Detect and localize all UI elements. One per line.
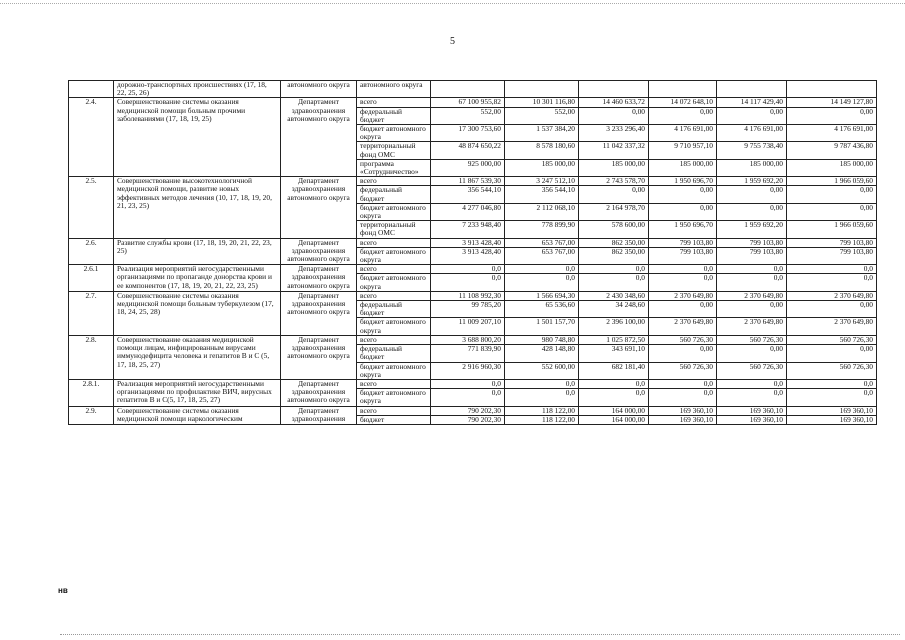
amount-cell: 118 122,00 (505, 415, 579, 424)
funding-source-cell: бюджет автономного округа (357, 125, 431, 142)
amount-cell: 1 501 157,70 (505, 318, 579, 335)
amount-cell: 0,00 (717, 107, 787, 124)
amount-cell: 0,00 (787, 345, 877, 362)
amount-cell: 0,00 (787, 203, 877, 220)
department-cell: Департамент здравоохранения автономного округа (281, 379, 357, 406)
funding-source-cell: всего (357, 98, 431, 107)
amount-cell: 560 726,30 (787, 362, 877, 379)
amount-cell: 0,00 (717, 186, 787, 203)
amount-cell: 1 950 696,70 (649, 221, 717, 238)
amount-cell: 2 370 649,80 (787, 318, 877, 335)
department-cell: Департамент здравоохранения автономного округа (281, 238, 357, 265)
amount-cell: 560 726,30 (787, 335, 877, 344)
amount-cell: 0,0 (787, 379, 877, 388)
table-row (69, 379, 877, 388)
amount-cell: 925 000,00 (431, 159, 505, 176)
amount-cell: 356 544,10 (505, 186, 579, 203)
department-cell: Департамент здравоохранения автономного округа (281, 265, 357, 292)
amount-cell: 3 688 800,20 (431, 335, 505, 344)
measure-number-cell (69, 81, 114, 98)
amount-cell: 0,0 (787, 274, 877, 291)
amount-cell: 980 748,80 (505, 335, 579, 344)
amount-cell: 65 536,60 (505, 301, 579, 318)
amount-cell: 0,00 (787, 107, 877, 124)
amount-cell: 2 164 978,70 (579, 203, 649, 220)
amount-cell: 2 370 649,80 (717, 291, 787, 300)
funding-source-cell: автономного округа (357, 81, 431, 98)
amount-cell: 1 537 384,20 (505, 125, 579, 142)
amount-cell: 0,0 (649, 274, 717, 291)
amount-cell: 0,00 (579, 107, 649, 124)
measure-name-cell: Реализация мероприятий негосударственными организациями по пропаганде донорства крови и ее компонентов (17, 18, 19, 20, 21, 22, 23, 25) (114, 265, 281, 292)
amount-cell: 799 103,80 (787, 238, 877, 247)
amount-cell: 0,0 (787, 389, 877, 406)
amount-cell (579, 81, 649, 98)
measure-name-cell: Реализация мероприятий негосударственными организациями по профилактике ВИЧ, вирусных гепатитов В и С(5, 17, 18, 25, 27) (114, 379, 281, 406)
funding-source-cell: всего (357, 177, 431, 186)
amount-cell: 1 959 692,20 (717, 221, 787, 238)
funding-source-cell: федеральный бюджет (357, 186, 431, 203)
amount-cell: 2 112 068,10 (505, 203, 579, 220)
amount-cell: 560 726,30 (649, 362, 717, 379)
amount-cell: 1 566 694,30 (505, 291, 579, 300)
amount-cell: 169 360,10 (649, 406, 717, 415)
department-cell: Департамент здравоохранения автономного округа (281, 177, 357, 238)
amount-cell: 0,0 (431, 265, 505, 274)
amount-cell: 9 710 957,10 (649, 142, 717, 159)
funding-source-cell: бюджет автономного округа (357, 247, 431, 264)
funding-source-cell: всего (357, 238, 431, 247)
amount-cell: 0,0 (505, 274, 579, 291)
amount-cell: 10 301 116,80 (505, 98, 579, 107)
funding-source-cell: бюджет автономного округа (357, 362, 431, 379)
amount-cell: 778 899,90 (505, 221, 579, 238)
amount-cell: 48 874 650,22 (431, 142, 505, 159)
amount-cell: 799 103,80 (649, 238, 717, 247)
scan-edge-top (0, 3, 905, 4)
amount-cell: 169 360,10 (787, 415, 877, 424)
funding-source-cell: всего (357, 379, 431, 388)
amount-cell: 0,00 (649, 301, 717, 318)
amount-cell: 560 726,30 (717, 362, 787, 379)
amount-cell: 790 202,30 (431, 415, 505, 424)
funding-source-cell: всего (357, 406, 431, 415)
amount-cell: 2 743 578,70 (579, 177, 649, 186)
amount-cell: 3 247 512,10 (505, 177, 579, 186)
department-cell: Департамент здравоохранения автономного округа (281, 335, 357, 379)
amount-cell: 0,0 (649, 265, 717, 274)
table-row (69, 265, 877, 274)
measure-name-cell: Совершенствование системы оказания медицинской помощи наркологическим (114, 406, 281, 424)
measure-number-cell: 2.5. (69, 177, 114, 238)
amount-cell: 0,00 (579, 186, 649, 203)
amount-cell: 560 726,30 (649, 335, 717, 344)
amount-cell: 0,0 (431, 274, 505, 291)
amount-cell: 0,0 (431, 379, 505, 388)
amount-cell: 11 042 337,32 (579, 142, 649, 159)
amount-cell: 1 966 059,60 (787, 177, 877, 186)
amount-cell: 118 122,00 (505, 406, 579, 415)
scan-edge-bottom (60, 634, 900, 635)
amount-cell: 169 360,10 (787, 406, 877, 415)
amount-cell: 0,00 (649, 345, 717, 362)
amount-cell: 552 600,00 (505, 362, 579, 379)
amount-cell: 7 233 948,40 (431, 221, 505, 238)
amount-cell: 3 233 296,40 (579, 125, 649, 142)
amount-cell: 2 396 100,00 (579, 318, 649, 335)
table-row (69, 238, 877, 247)
amount-cell: 14 072 648,10 (649, 98, 717, 107)
amount-cell: 185 000,00 (649, 159, 717, 176)
amount-cell: 17 300 753,60 (431, 125, 505, 142)
amount-cell (505, 81, 579, 98)
amount-cell: 1 025 872,50 (579, 335, 649, 344)
measure-name-cell: Совершенствование системы оказания медицинской помощи больным прочими заболеваниями (17, 18, 19, 25) (114, 98, 281, 177)
amount-cell: 67 100 955,82 (431, 98, 505, 107)
budget-table (68, 80, 877, 425)
amount-cell: 552,00 (431, 107, 505, 124)
amount-cell: 99 785,20 (431, 301, 505, 318)
amount-cell: 0,00 (717, 301, 787, 318)
amount-cell: 682 181,40 (579, 362, 649, 379)
amount-cell: 9 755 738,40 (717, 142, 787, 159)
amount-cell: 0,0 (717, 274, 787, 291)
table-row (69, 335, 877, 344)
table-row (69, 291, 877, 300)
table-row (69, 177, 877, 186)
amount-cell: 169 360,10 (717, 415, 787, 424)
amount-cell: 4 176 691,00 (787, 125, 877, 142)
amount-cell: 0,0 (649, 379, 717, 388)
amount-cell: 14 117 429,40 (717, 98, 787, 107)
amount-cell: 1 966 059,60 (787, 221, 877, 238)
table-row (69, 81, 877, 98)
measure-name-cell: Развитие службы крови (17, 18, 19, 20, 21, 22, 23, 25) (114, 238, 281, 265)
amount-cell: 0,00 (787, 301, 877, 318)
amount-cell: 0,00 (787, 186, 877, 203)
department-cell: автономного округа (281, 81, 357, 98)
amount-cell: 356 544,10 (431, 186, 505, 203)
amount-cell (431, 81, 505, 98)
funding-source-cell: бюджет автономного округа (357, 318, 431, 335)
measure-number-cell: 2.4. (69, 98, 114, 177)
amount-cell: 653 767,00 (505, 238, 579, 247)
funding-source-cell: бюджет автономного округа (357, 203, 431, 220)
amount-cell: 0,0 (649, 389, 717, 406)
amount-cell: 0,0 (579, 389, 649, 406)
amount-cell: 771 839,90 (431, 345, 505, 362)
amount-cell: 0,0 (717, 265, 787, 274)
amount-cell: 1 950 696,70 (649, 177, 717, 186)
amount-cell: 0,00 (649, 107, 717, 124)
amount-cell: 2 430 348,60 (579, 291, 649, 300)
amount-cell: 169 360,10 (717, 406, 787, 415)
amount-cell: 185 000,00 (505, 159, 579, 176)
amount-cell: 185 000,00 (717, 159, 787, 176)
department-cell: Департамент здравоохранения автономного округа (281, 291, 357, 335)
amount-cell: 2 916 960,30 (431, 362, 505, 379)
amount-cell: 0,0 (717, 379, 787, 388)
footer-mark: нв (58, 586, 68, 595)
amount-cell: 34 248,60 (579, 301, 649, 318)
amount-cell: 11 867 539,30 (431, 177, 505, 186)
amount-cell: 578 600,00 (579, 221, 649, 238)
amount-cell: 653 767,00 (505, 247, 579, 264)
funding-source-cell: федеральный бюджет (357, 345, 431, 362)
amount-cell: 164 000,00 (579, 415, 649, 424)
amount-cell: 1 959 692,20 (717, 177, 787, 186)
amount-cell: 799 103,80 (787, 247, 877, 264)
amount-cell: 4 176 691,00 (717, 125, 787, 142)
amount-cell: 790 202,30 (431, 406, 505, 415)
amount-cell: 0,0 (787, 265, 877, 274)
measure-number-cell: 2.7. (69, 291, 114, 335)
measure-name-cell: Совершенствование системы оказания медицинской помощи больным туберкулезом (17, 18, 24, 25, 28) (114, 291, 281, 335)
amount-cell (787, 81, 877, 98)
amount-cell: 11 108 992,30 (431, 291, 505, 300)
funding-source-cell: территориальный фонд ОМС (357, 221, 431, 238)
funding-source-cell: бюджет автономного округа (357, 389, 431, 406)
funding-source-cell: бюджет (357, 415, 431, 424)
amount-cell: 799 103,80 (717, 247, 787, 264)
amount-cell: 8 578 180,60 (505, 142, 579, 159)
amount-cell: 343 691,10 (579, 345, 649, 362)
department-cell: Департамент здравоохранения автономного округа (281, 98, 357, 177)
amount-cell: 0,0 (579, 274, 649, 291)
amount-cell: 0,0 (505, 265, 579, 274)
funding-source-cell: всего (357, 291, 431, 300)
amount-cell: 862 350,00 (579, 238, 649, 247)
table-row (69, 406, 877, 415)
amount-cell: 862 350,00 (579, 247, 649, 264)
amount-cell: 4 176 691,00 (649, 125, 717, 142)
amount-cell: 0,0 (579, 379, 649, 388)
amount-cell: 799 103,80 (649, 247, 717, 264)
amount-cell: 9 787 436,80 (787, 142, 877, 159)
department-cell: Департамент здравоохранения (281, 406, 357, 424)
amount-cell: 2 370 649,80 (649, 318, 717, 335)
page-number: 5 (450, 36, 455, 47)
measure-name-cell: дорожно-транспортных происшествиях (17, 18, 22, 25, 26) (114, 81, 281, 98)
amount-cell: 2 370 649,80 (649, 291, 717, 300)
amount-cell: 560 726,30 (717, 335, 787, 344)
amount-cell: 2 370 649,80 (717, 318, 787, 335)
funding-source-cell: федеральный бюджет (357, 301, 431, 318)
amount-cell: 428 148,80 (505, 345, 579, 362)
measure-number-cell: 2.6.1 (69, 265, 114, 292)
amount-cell: 0,00 (649, 186, 717, 203)
amount-cell: 11 009 207,10 (431, 318, 505, 335)
measure-name-cell: Совершенствование высокотехнологичной медицинской помощи, развитие новых эффективных методов лечения (10, 17, 18, 19, 20, 21, 23, 25) (114, 177, 281, 238)
amount-cell: 0,0 (717, 389, 787, 406)
funding-source-cell: всего (357, 265, 431, 274)
amount-cell: 0,0 (505, 379, 579, 388)
funding-source-cell: всего (357, 335, 431, 344)
amount-cell: 3 913 428,40 (431, 247, 505, 264)
amount-cell: 552,00 (505, 107, 579, 124)
amount-cell: 0,00 (649, 203, 717, 220)
amount-cell: 14 460 633,72 (579, 98, 649, 107)
measure-name-cell: Совершенствование оказания медицинской помощи лицам, инфицированным вирусами иммунодефицита человека и гепатитов В и С (5, 17, 18, 25, 27) (114, 335, 281, 379)
measure-number-cell: 2.6. (69, 238, 114, 265)
amount-cell: 169 360,10 (649, 415, 717, 424)
amount-cell: 185 000,00 (579, 159, 649, 176)
measure-number-cell: 2.9. (69, 406, 114, 424)
amount-cell (717, 81, 787, 98)
amount-cell: 2 370 649,80 (787, 291, 877, 300)
funding-source-cell: территориальный фонд ОМС (357, 142, 431, 159)
amount-cell (649, 81, 717, 98)
measure-number-cell: 2.8.1. (69, 379, 114, 406)
funding-source-cell: программа «Сотрудничество» (357, 159, 431, 176)
measure-number-cell: 2.8. (69, 335, 114, 379)
amount-cell: 185 000,00 (787, 159, 877, 176)
amount-cell: 799 103,80 (717, 238, 787, 247)
amount-cell: 14 149 127,80 (787, 98, 877, 107)
amount-cell: 0,0 (579, 265, 649, 274)
amount-cell: 0,00 (717, 345, 787, 362)
amount-cell: 0,0 (431, 389, 505, 406)
amount-cell: 3 913 428,40 (431, 238, 505, 247)
funding-source-cell: федеральный бюджет (357, 107, 431, 124)
table-row (69, 98, 877, 107)
amount-cell: 0,00 (717, 203, 787, 220)
amount-cell: 164 000,00 (579, 406, 649, 415)
amount-cell: 0,0 (505, 389, 579, 406)
funding-source-cell: бюджет автономного округа (357, 274, 431, 291)
amount-cell: 4 277 046,80 (431, 203, 505, 220)
